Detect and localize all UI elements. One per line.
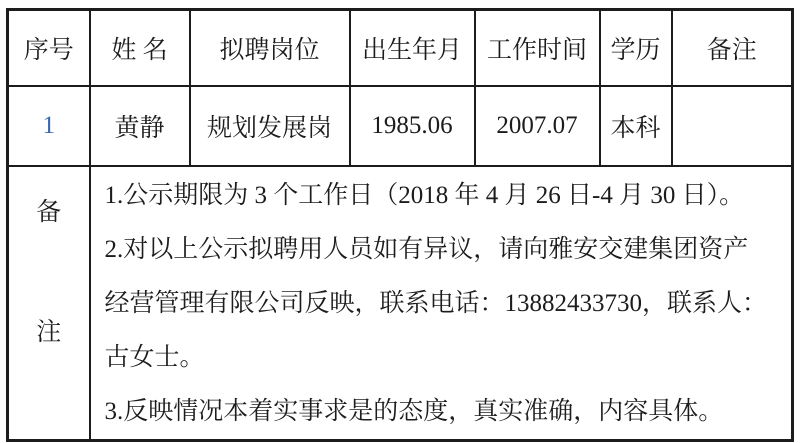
header-proposed-position: 拟聘岗位: [190, 10, 350, 86]
cell-birth-date: 1985.06: [350, 86, 475, 166]
header-serial-number: 序号: [8, 10, 90, 86]
notes-label-stack: [9, 167, 89, 348]
header-education: 学历: [600, 10, 672, 86]
note-line-1: 1.公示期限为 3 个工作日（2018 年 4 月 26 日-4 月 30 日）。: [104, 181, 745, 209]
cell-serial-number: 1: [8, 86, 90, 166]
cell-name: 黄静: [90, 86, 190, 166]
cell-education: 本科: [600, 86, 672, 166]
note-line-3: 经营管理有限公司反映，联系电话：13882433730，联系人：: [104, 289, 768, 317]
notes-row: [8, 166, 793, 441]
note-line-4: 古女士。: [104, 343, 205, 371]
header-name: 姓 名: [90, 10, 190, 86]
table-header-row: [8, 10, 793, 86]
table-row: [8, 86, 793, 166]
notes-label-cell: [8, 166, 90, 441]
notes-label-char-1: 备: [36, 198, 62, 226]
cell-remark: [672, 86, 793, 166]
note-line-5: 3.反映情况本着实事求是的态度，真实准确，内容具体。: [104, 397, 724, 425]
notes-content-cell: [90, 166, 793, 441]
cell-proposed-position: 规划发展岗: [190, 86, 350, 166]
notes-label-char-2: 注: [36, 318, 62, 346]
recruitment-publicity-table: [6, 8, 794, 442]
header-birth-date: 出生年月: [350, 10, 475, 86]
header-remarks: 备注: [672, 10, 793, 86]
header-work-since: 工作时间: [475, 10, 600, 86]
cell-work-since: 2007.07: [475, 86, 600, 166]
note-line-2: 2.对以上公示拟聘用人员如有异议，请向雅安交建集团资产: [104, 235, 749, 263]
